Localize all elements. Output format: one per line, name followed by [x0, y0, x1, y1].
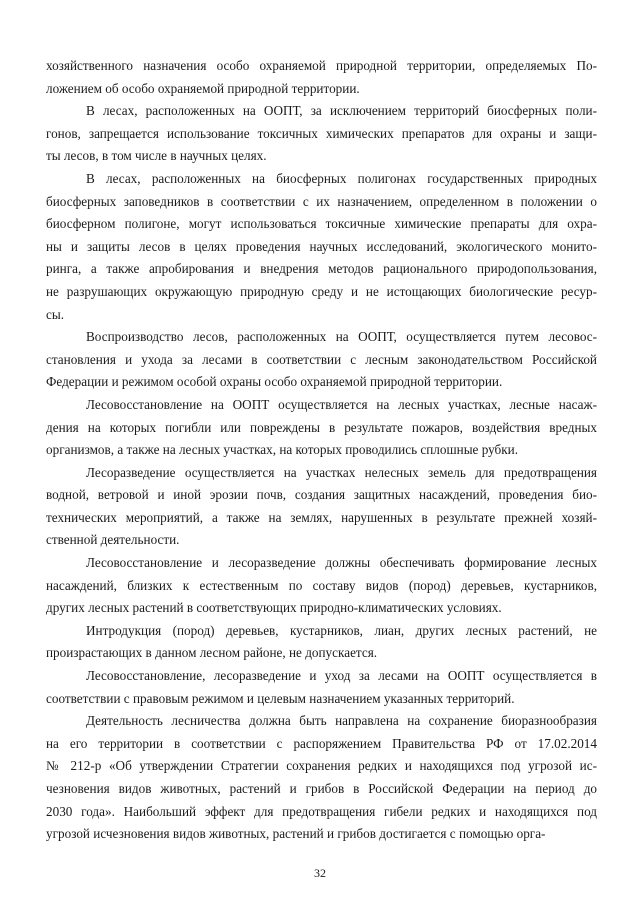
text-line: становления и ухода за лесами в соответствии с лесным законодательством Российской — [46, 351, 597, 367]
paragraph — [46, 462, 597, 552]
text-line: Лесоразведение осуществляется на участках нелесных земель для предотвращения — [86, 464, 597, 480]
text-line: Интродукция (пород) деревьев, кустарников, лиан, других лесных растений, не — [86, 622, 597, 638]
text-line: биосферных заповедников в соответствии с их назначением, определенном в положении о — [46, 193, 597, 209]
text-line: на его территории в соответствии с распоряжением Правительства РФ от 17.02.2014 — [46, 735, 597, 751]
text-line: ложением об особо охраняемой природной территории. — [46, 80, 360, 96]
text-line: № 212-р «Об утверждении Стратегии сохранения редких и находящихся под угрозой ис- — [46, 758, 597, 774]
text-line: других лесных растений в соответствующих природно-климатических условиях. — [46, 600, 502, 616]
paragraph — [46, 394, 597, 462]
paragraph — [46, 326, 597, 394]
paragraph — [46, 100, 597, 168]
text-line: хозяйственного назначения особо охраняемой природной территории, определяемых По- — [46, 58, 597, 73]
text-line: Воспроизводство лесов, расположенных на ООПТ, осуществляется путем лесовос- — [86, 329, 597, 345]
text-line: Лесовосстановление на ООПТ осуществляется на лесных участках, лесные насаж- — [86, 396, 597, 412]
text-line: не разрушающих окружающую природную среду и не истощающих биологические ресур- — [46, 283, 597, 299]
paragraph — [46, 710, 597, 846]
paragraph — [46, 168, 597, 326]
text-line: 2030 года». Наибольший эффект для предотвращения гибели редких и находящихся под — [46, 803, 597, 819]
text-line: Лесовосстановление и лесоразведение должны обеспечивать формирование лесных — [86, 555, 597, 571]
paragraph — [46, 620, 597, 665]
text-line: ты лесов, в том числе в научных целях. — [46, 148, 267, 164]
text-line: ственной деятельности. — [46, 532, 180, 548]
paragraph — [46, 552, 597, 620]
text-line: угрозой исчезновения видов животных, растений и грибов достигается с помощью орга- — [46, 826, 546, 842]
text-line: ны и защиты лесов в целях проведения научных исследований, экологического монито- — [46, 238, 597, 254]
text-line: ринга, а также апробирования и внедрения методов рационального природопользования, — [46, 261, 597, 277]
text-line: чезновения видов животных, растений и грибов в Российской Федерации на период до — [46, 781, 597, 796]
text-line: В лесах, расположенных на ООПТ, за исключением территорий биосферных поли- — [86, 103, 597, 119]
text-line: Лесовосстановление, лесоразведение и уход за лесами на ООПТ осуществляется в — [86, 668, 597, 684]
text-line: биосферном полигоне, могут использоваться токсичные химические препараты для охра- — [46, 216, 597, 232]
document-body — [46, 55, 597, 846]
text-line: Федерации и режимом особой охраны особо охраняемой природной территории. — [46, 374, 503, 390]
text-line: В лесах, расположенных на биосферных полигонах государственных природных — [86, 170, 597, 186]
text-line: произрастающих в данном лесном районе, не допускается. — [46, 645, 378, 661]
text-line: водной, ветровой и иной эрозии почв, создания защитных насаждений, проведения био- — [46, 487, 597, 503]
paragraph — [46, 55, 597, 100]
page-number: 32 — [314, 866, 326, 880]
text-line: гонов, запрещается использование токсичных химических препаратов для охраны и защи- — [46, 125, 597, 141]
text-line: насаждений, близких к естественным по составу видов (пород) деревьев, кустарников, — [46, 577, 597, 593]
text-line: технических мероприятий, а также на землях, нарушенных в результате прежней хозяй- — [46, 509, 597, 525]
text-line: сы. — [46, 306, 65, 322]
paragraph — [46, 665, 597, 710]
text-line: дения на которых погибли или повреждены в результате пожаров, воздействия вредных — [46, 419, 597, 435]
text-line: Деятельность лесничества должна быть направлена на сохранение биоразнообразия — [86, 713, 597, 729]
text-line: организмов, а также на лесных участках, на которых проводились сплошные рубки. — [46, 442, 519, 458]
text-line: соответствии с правовым режимом и целевым назначением указанных территорий. — [46, 690, 515, 706]
